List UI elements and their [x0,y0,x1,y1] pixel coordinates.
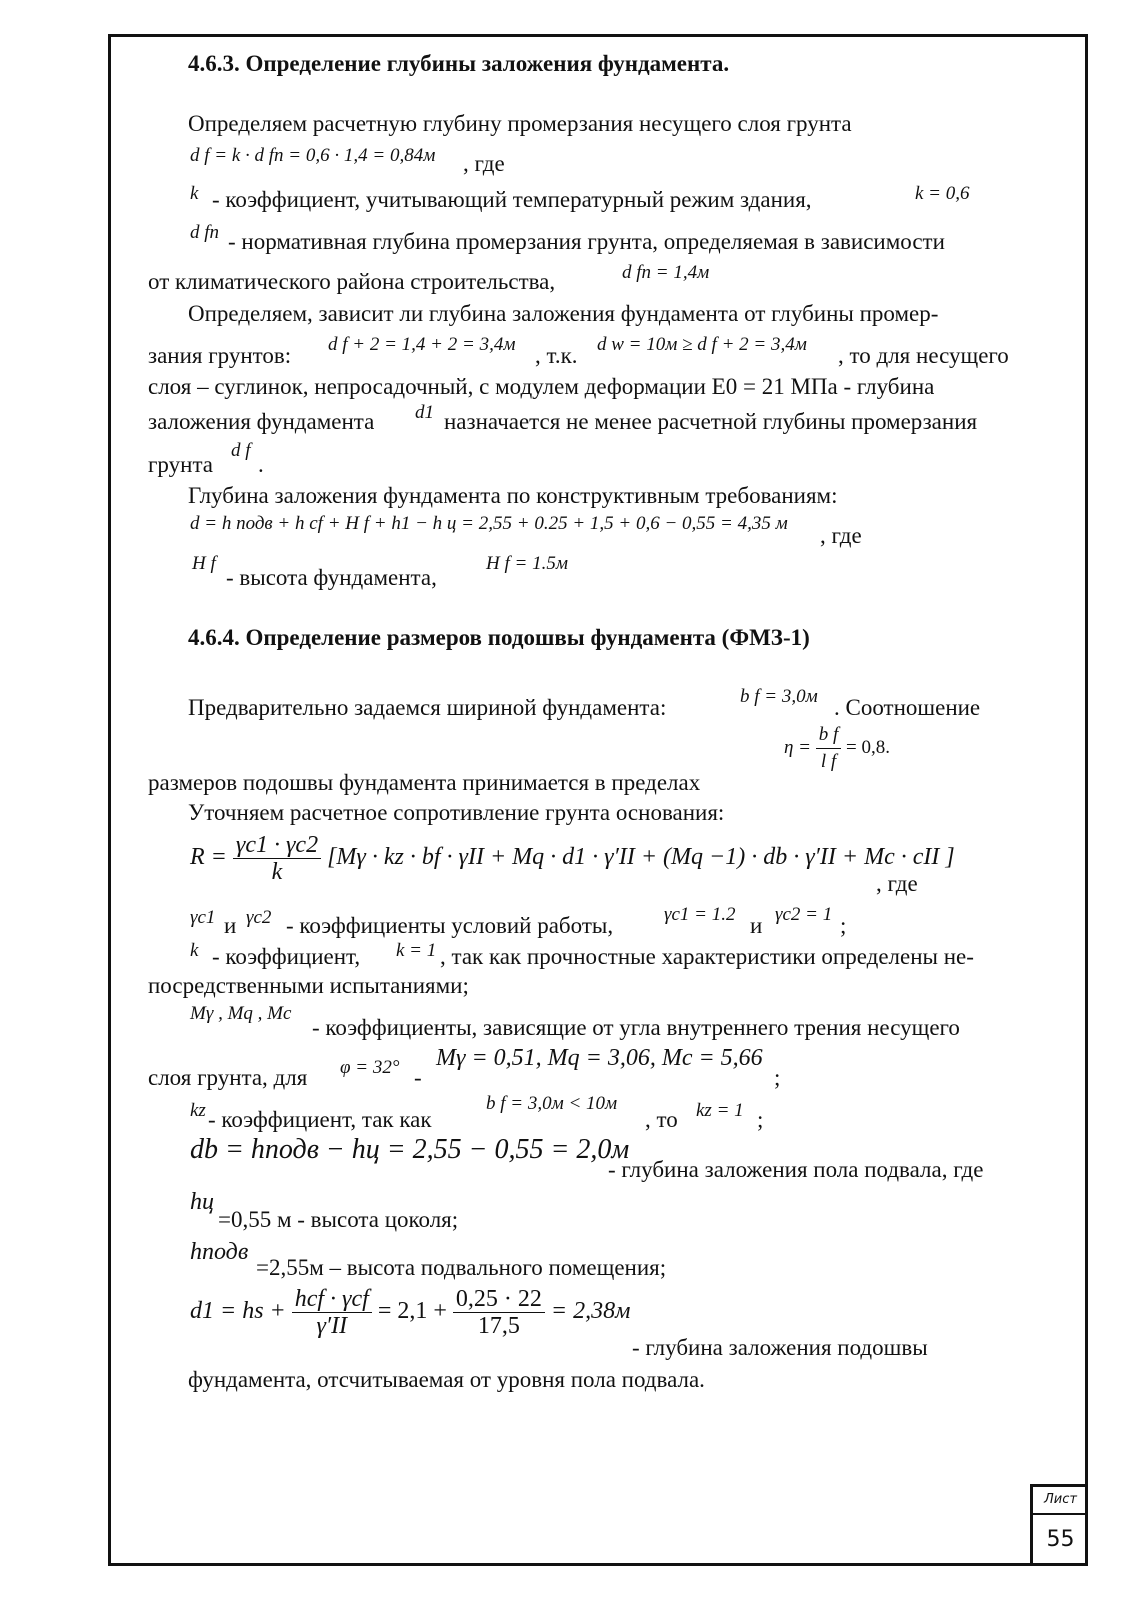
period: . [258,452,264,477]
p-463-3: Глубина заложения фундамента по конструктивным требованиям: [188,483,838,508]
heading-463: 4.6.3. Определение глубины заложения фундамента. [188,51,730,76]
kz-symbol: kz [190,1100,206,1121]
p-464-1c: размеров подошвы фундамента принимается в пределах [148,770,701,795]
gamma-c1-value: γc1 = 1.2 [664,904,736,925]
formula-dw: d w = 10м ≥ d f + 2 = 3,4м [597,334,807,355]
p-463-2a: Определяем, зависит ли глубина заложения фундамента от глубины промер- [188,301,939,326]
bf-value: b f = 3,0м [740,686,818,707]
kz-value: kz = 1 [696,1100,744,1121]
Hf-value: H f = 1.5м [486,553,568,574]
kz-condition: b f = 3,0м < 10м [486,1093,618,1114]
k2-description-2: , так как прочностные характеристики определены не- [440,944,974,969]
dfn-symbol: d fn [190,222,220,243]
d1-description-2: фундамента, отсчитываемая от уровня пола подвала. [188,1367,705,1392]
p-464-1: Предварительно задаемся шириной фундамента: [188,695,667,720]
p-464-1b: . Соотношение [834,695,981,720]
M-symbols: Mγ , Mq , Mc [190,1003,292,1024]
semicolon-1: ; [840,913,847,938]
heading-464: 4.6.4. Определение размеров подошвы фундамента (ФМЗ-1) [188,625,810,650]
kz-to: , то [645,1107,678,1132]
d1-numerator-1: hcf · γcf [292,1286,372,1313]
gde-3: , где [876,871,918,896]
phi-value: φ = 32° [340,1057,400,1078]
k-value: k = 0,6 [915,183,970,204]
d1-denominator-2: 17,5 [477,1313,520,1339]
d1-description: - глубина заложения подошвы [632,1335,928,1360]
d1-denominator-1: γ′II [316,1313,348,1339]
sheet-label: Лист [1033,1487,1088,1515]
eta-numerator: b f [816,722,842,749]
dfn-value: d fn = 1,4м [622,262,710,283]
semicolon-3: ; [757,1107,764,1132]
R-numerator: γc1 · γc2 [233,832,321,859]
db-description: - глубина заложения пола подвала, где [608,1157,984,1182]
dfn-description-2: от климатического района строительства, [148,269,556,294]
gamma-c2-value: γc2 = 1 [775,904,833,925]
p-464-2: Уточняем расчетное сопротивление грунта основания: [188,800,725,825]
eta-denominator: l f [820,751,837,772]
gde-2: , где [820,523,862,548]
p-463-2g: грунта [148,452,213,477]
semicolon-2: ; [774,1065,781,1090]
formula-d: d = h подв + h cf + H f + h1 − h ц = 2,55 + 0.25 + 1,5 + 0,6 − 0,55 = 4,35 м [190,513,788,534]
kz-description: - коэффициент, так как [208,1107,432,1132]
eta-formula: η = $\frac{\text{b f}}{\text{l f}}$ = 0,8. [784,722,890,775]
hc-symbol: hц [190,1189,214,1215]
hc-description: =0,55 м - высота цоколя; [218,1207,459,1232]
d1-symbol: d1 [415,402,434,423]
M-description: - коэффициенты, зависящие от угла внутреннего трения несущего [312,1015,960,1040]
and-1: и [224,913,237,938]
and-2: и [750,913,763,938]
k2-description-3: посредственными испытаниями; [148,973,469,998]
formula-df-plus-2: d f + 2 = 1,4 + 2 = 3,4м [328,334,516,355]
p-463-2e: заложения фундамента [148,409,375,434]
hp-symbol: hподв [190,1239,249,1265]
k-symbol: k [190,183,199,204]
df-symbol: d f [231,440,251,461]
p-463-2b: зания грунтов: [148,343,292,368]
formula-db: db = hподв − hц = 2,55 − 0,55 = 2,0м [190,1134,630,1165]
p-463-1: Определяем расчетную глубину промерзания несущего слоя грунта [188,111,852,136]
formula-d1: d1 = hs + $\frac{\text{hcf · γcf}}{\gamma'II}$ = 2,1 + $\frac{0,25 \cdot 22}{17,5}$ = 2,38м [190,1286,631,1339]
Hf-symbol: H f [192,553,216,574]
tk-text: , т.к. [535,343,578,368]
sheet-number: 55 [1046,1527,1075,1552]
d1-numerator-2: 0,25 · 22 [453,1286,545,1313]
p-463-2f: назначается не менее расчетной глубины промерзания [444,409,978,434]
formula-R: R = $\frac{\gamma c1 \cdot \gamma c2}{k}$ [Mγ · kz · bf · γII + Mq · d1 · γ′II + (Mq −1) · db · γ′II + Mc · cII ] [190,832,955,885]
dfn-description: - нормативная глубина промерзания грунта, определяемая в зависимости [228,229,945,254]
Hf-description: - высота фундамента, [226,565,437,590]
gamma-c1-symbol: γc1 [190,907,216,928]
M-values: Mγ = 0,51, Mq = 3,06, Mc = 5,66 [436,1045,763,1071]
dash: - [414,1065,422,1090]
formula-df: d f = k · d fn = 0,6 · 1,4 = 0,84м [190,145,436,166]
gamma-description: - коэффициенты условий работы, [286,913,614,938]
sheet-stamp [1030,1484,1088,1566]
gde-1: , где [463,151,505,176]
gamma-c2-symbol: γc2 [246,907,272,928]
k2-description: - коэффициент, [212,944,361,969]
hp-description: =2,55м – высота подвального помещения; [256,1255,667,1280]
k-description: - коэффициент, учитывающий температурный режим здания, [212,187,812,212]
R-denominator: k [271,859,283,885]
M-description-2: слоя грунта, для [148,1065,308,1090]
k2-symbol: k [190,940,199,961]
p-463-2c: , то для несущего [838,343,1009,368]
p-463-2d: слоя – суглинок, непросадочный, с модулем деформации E0 = 21 МПа - глубина [148,374,935,399]
k2-value: k = 1 [396,940,437,961]
